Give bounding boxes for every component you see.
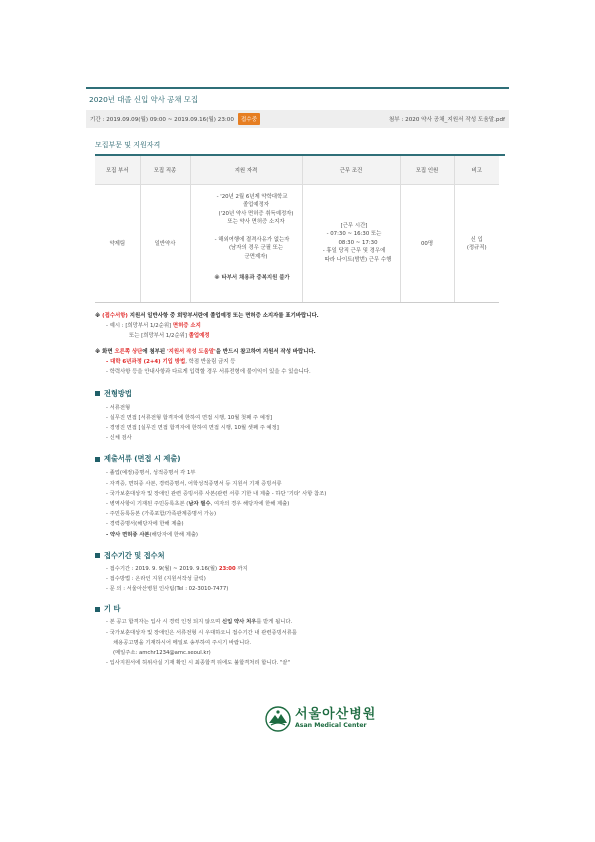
logo-korean: 서울아산병원	[295, 707, 377, 722]
table-row	[95, 184, 499, 302]
list-item: - 주민등록등본 (가족포함/가족관계증명서 가능)	[106, 511, 217, 518]
qual-line: 또는 약사 면허증 소지자	[227, 219, 285, 226]
cond-line: 08:30 ~ 17:30	[338, 239, 378, 246]
posting-title-bar	[86, 87, 509, 109]
documents-heading: 제출서류 (면접 시 제출)	[95, 454, 509, 464]
logo-text	[295, 708, 376, 730]
etc-heading: 기 타	[95, 604, 509, 614]
qual-line: - 해외여행에 결격사유가 없는자	[214, 236, 290, 243]
qual-note: ※ 타부서 채용과 중복지원 불가	[214, 274, 290, 281]
note-line: ※ (접수서항) 지원서 일반사항 중 희망부서란에 졸업예정 또는 면허증 소지자를 표기바랍니다.	[95, 312, 319, 319]
square-bullet-icon	[95, 457, 100, 462]
list-item: - 국가보훈대상자 및 장애인은 서류전형 시 우대하오니 접수기간 내 관련증빙서류를	[106, 629, 298, 636]
list-item: - 약사 면허증 사본(해당자에 한해 제출)	[106, 531, 198, 538]
list-item: - 경력증명서(해당자에 한해 제출)	[106, 521, 184, 528]
list-item: - 신체 검사	[106, 435, 132, 442]
list-item: - 경영진 면접 [실무진 면접 합격자에 한하여 면접 시행, 10월 셋째 주 예정]	[106, 424, 279, 431]
qual-line: ('20년 약사 면허증 취득예정자)	[218, 210, 294, 217]
note-line: - 대학 6년과정 (2+4) 기입 방법, 학점 반올림 금지 등	[106, 358, 236, 365]
cond-line: 따라 나이트(밤번) 근무 수행	[324, 256, 392, 263]
list-item: 채용공고명을 기재하시어 메일로 송부하여 주시기 바랍니다.	[113, 639, 252, 646]
meta-bar	[86, 110, 509, 128]
qual-line: 졸업예정자	[242, 202, 270, 209]
header-qualification: 지원 자격	[190, 156, 302, 184]
cell-qualification	[190, 184, 302, 302]
header-job-type: 모집 직종	[140, 156, 190, 184]
square-bullet-icon	[95, 553, 100, 558]
cell-department: 약제팀	[95, 184, 140, 302]
application-heading: 접수기간 및 접수처	[95, 551, 509, 561]
header-conditions: 근무 조건	[302, 156, 400, 184]
list-item: - 접수기간 : 2019. 9. 9(월) ~ 2019. 9.16(월) 23:00 까지	[106, 565, 248, 572]
header-department: 모집 부서	[95, 156, 140, 184]
qual-line: (남자의 경우 군필 또는	[228, 245, 284, 252]
list-item: - 국가보훈대상자 및 장애인 관련 증빙서류 사본(관련 서류 기한 내 제출 - 하단 '기타' 사항 참조)	[106, 490, 327, 497]
page-title: 2020년 대졸 신입 약사 공채 모집	[89, 94, 199, 104]
cell-remark	[454, 184, 499, 302]
square-bullet-icon	[95, 391, 100, 396]
header-headcount: 모집 인원	[400, 156, 454, 184]
process-heading: 전형방법	[95, 389, 509, 399]
logo-english: Asan Medical Center	[295, 722, 367, 729]
list-item: - 졸업(예정)증명서, 성적증명서 각 1부	[106, 470, 196, 477]
list-item: - 문 의 : 서울아산병원 인사팀(Tel : 02-3010-7477)	[106, 586, 229, 593]
process-list	[106, 403, 509, 444]
list-item: (메일주소: amchr1234@amc.seoul.kr)	[113, 649, 211, 656]
list-item: - 서류전형	[106, 404, 131, 411]
list-item: - 본 공고 합격자는 입사 시 경력 인정 되지 않으며 신입 약사 처우를 받게 됩니다.	[106, 619, 293, 626]
list-item: - 접수방법 : 온라인 지원 (지원서작성 클릭)	[106, 575, 206, 582]
etc-list	[106, 617, 509, 668]
remark-line: 신 입	[470, 237, 483, 243]
list-item: - 병역사항이 기재된 주민등록초본 (남자 필수, 여자의 경우 해당자에 한해 제출)	[106, 500, 290, 507]
cond-line: - 휴일 당직 근무 및 경우에	[322, 248, 386, 255]
table-header-row	[95, 156, 499, 184]
square-bullet-icon	[95, 607, 100, 612]
note-line: - 학력사항 등을 안내사항과 다르게 입력할 경우 서류전형에 불이익이 있을 수 있습니다.	[106, 368, 311, 375]
qual-line: - '20년 2월 6년제 약학대학교	[216, 193, 288, 200]
hospital-emblem-icon	[265, 706, 291, 732]
application-list	[106, 564, 509, 595]
list-item: - 입사지원서에 허위사실 기재 확인 시 최종합격 뒤에도 불합격처리 합니다. "끝"	[106, 660, 290, 667]
header-remark: 비고	[454, 156, 499, 184]
notes-block	[95, 311, 509, 377]
cond-line: [근무 시간]	[340, 222, 368, 229]
cond-line: - 07:30 ~ 16:30 또는	[326, 231, 382, 238]
documents-list	[106, 468, 509, 539]
cell-conditions	[302, 184, 400, 302]
hospital-logo	[265, 706, 376, 732]
recruit-table	[95, 156, 499, 303]
status-badge: 접수중	[238, 113, 260, 125]
cell-job-type: 일반약사	[140, 184, 190, 302]
list-item: - 실무진 면접 [서류전형 합격자에 한하여 면접 시행, 10월 첫째 주 예정]	[106, 414, 273, 421]
remark-line: (정규직)	[466, 245, 487, 251]
attachment-link[interactable]: 첨부 : 2020 약사 공채_지원서 작성 도움말.pdf	[388, 117, 505, 123]
note-line: ※ 화면 오른쪽 상단에 첨부된 '지원서 작성 도움말'을 반드시 참고하여 지원서 작성 바랍니다.	[95, 348, 316, 355]
section-title: 모집부문 및 지원자격	[95, 141, 161, 149]
cell-headcount: 00명	[400, 184, 454, 302]
note-line: - 예시 : [희망부서 1/2순위] 면허증 소지	[106, 322, 201, 329]
note-line: 또는 [희망부서 1/2순위] 졸업예정	[129, 332, 210, 339]
posting	[86, 87, 509, 668]
list-item: - 자격증, 면허증 사본, 경력증명서, 어학성적증명서 등 지원서 기재 증빙서류	[106, 480, 282, 487]
posting-period: 기간 : 2019.09.09(월) 09:00 ~ 2019.09.16(월) 23:00	[90, 117, 234, 123]
qual-line: 군면제자)	[244, 254, 268, 261]
